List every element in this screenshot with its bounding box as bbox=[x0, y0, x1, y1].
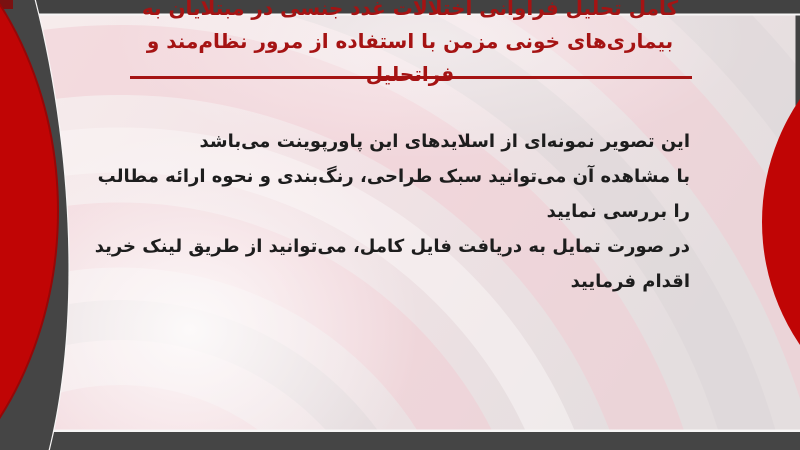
slide-title bbox=[60, 0, 760, 91]
body-line-2: با مشاهده آن می‌توانید سبک طراحی، رنگ‌بندی و نحوه ارائه مطالب را بررسی نمایید bbox=[97, 166, 690, 222]
body-line-3: در صورت تمایل به دریافت فایل کامل، می‌توانید از طریق لینک خرید اقدام فرمایید bbox=[94, 236, 690, 292]
slide-body-text bbox=[90, 124, 690, 299]
title-line-3: فراتحلیل bbox=[365, 62, 455, 86]
panel-bottom-highlight bbox=[38, 430, 800, 433]
title-line-1: کامل تحلیل فراوانی اختلالات غدد جنسی در مبتلایان به bbox=[141, 0, 679, 20]
title-line-2: بیماری‌های خونی مزمن با استفاده از مرور نظام‌مند و bbox=[146, 29, 674, 53]
right-edge-sliver bbox=[796, 13, 800, 108]
body-line-1: این تصویر نمونه‌ای از اسلایدهای این پاورپوینت می‌باشد bbox=[199, 131, 690, 152]
